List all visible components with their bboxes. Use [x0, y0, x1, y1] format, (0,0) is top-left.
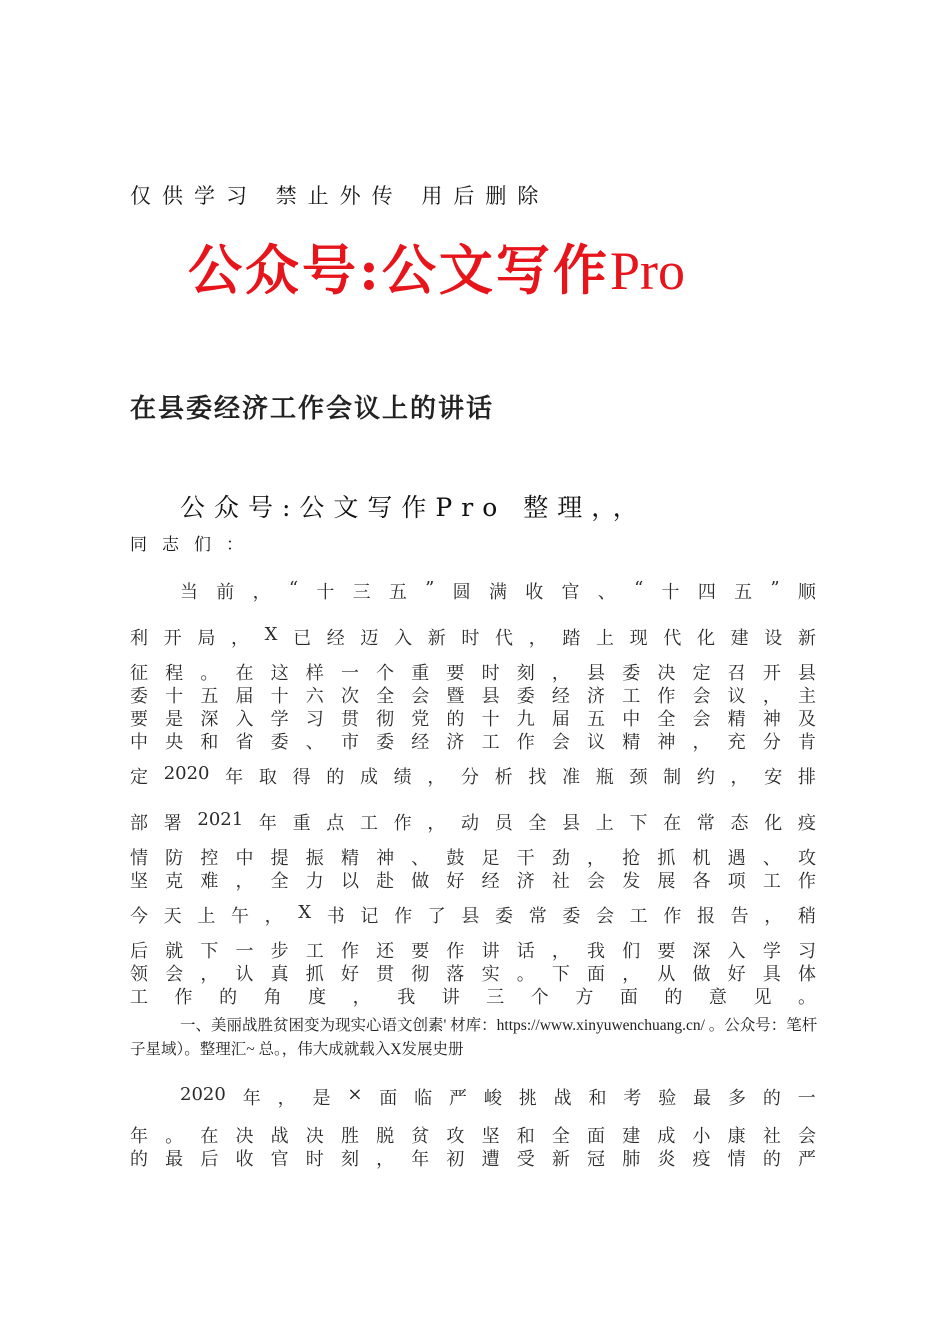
body-line: 定 2020 年 取 得 的 成 绩 ， 分 析 找 准 瓶 颈 制 约 ， 安 排 — [130, 763, 816, 788]
body-line: 工 作 的 角 度 ， 我 讲 三 个 方 面 的 意 见 。 — [130, 987, 816, 1008]
body-line: 情 防 控 中 提 振 精 神 、 鼓 足 干 劲 ， 抢 抓 机 遇 、 攻 — [130, 848, 816, 869]
body-line: 的 最 后 收 官 时 刻 ， 年 初 遭 受 新 冠 肺 炎 疫 情 的 严 — [130, 1149, 816, 1170]
brand-suffix: Pro — [609, 241, 685, 301]
body-line: 今 天 上 午 ， X 书 记 作 了 县 委 常 委 会 工 作 报 告 ， 稍 — [130, 902, 816, 927]
body-line: 后 就 下 一 步 工 作 还 要 作 讲 话 ， 我 们 要 深 入 学 习 — [130, 941, 816, 962]
body-line: 中 央 和 省 委 、 市 委 经 济 工 作 会 议 精 神 ， 充 分 肯 — [130, 732, 816, 753]
body-line: 要 是 深 入 学 习 贯 彻 党 的 十 九 届 五 中 全 会 精 神 及 — [130, 709, 816, 730]
document-title: 在县委经济工作会议上的讲话 — [130, 394, 495, 424]
byline: 公众号:公文写作Pro 整理，， — [180, 493, 647, 522]
document-notice: 仅供学习 禁止外传 用后删除 — [130, 184, 550, 208]
body-line: 领 会 ， 认 真 抓 好 贯 彻 落 实 。 下 面 ， 从 做 好 具 体 — [130, 964, 816, 985]
body-line: 年 。 在 决 战 决 胜 脱 贫 攻 坚 和 全 面 建 成 小 康 社 会 — [130, 1126, 816, 1147]
body-line: 部 署 2021 年 重 点 工 作 ， 动 员 全 县 上 下 在 常 态 化 疫 — [130, 809, 816, 834]
body-line: 征 程 。 在 这 样 一 个 重 要 时 刻 ， 县 委 决 定 召 开 县 — [130, 663, 816, 684]
body-line: 坚 克 难 ， 全 力 以 赴 做 好 经 济 社 会 发 展 各 项 工 作 — [130, 871, 816, 892]
body-line: 当 前 ， “ 十 三 五 ” 圆 满 收 官 、 “ 十 四 五 ” 顺 — [180, 578, 816, 603]
body-line: 委 十 五 届 十 六 次 全 会 暨 县 委 经 济 工 作 会 议 ， 主 — [130, 686, 816, 707]
salutation: 同志们： — [130, 535, 258, 555]
brand-watermark — [188, 228, 685, 305]
body-line: 2020 年 ， 是 × 面 临 严 峻 挑 战 和 考 验 最 多 的 一 — [180, 1084, 816, 1109]
section-heading: 一、美丽战胜贫困变为现实心语文创素' 材库：https://www.xinyuwenchuang.cn/ 。公众号：笔杆子星域）。整理汇~ 总。，伟大成就载入X发展史册 — [130, 1017, 818, 1058]
body-line: 利 开 局 ， X 已 经 迈 入 新 时 代 ， 踏 上 现 代 化 建 设 新 — [130, 624, 816, 649]
brand-prefix: 公众号:公文写作 — [188, 238, 610, 302]
